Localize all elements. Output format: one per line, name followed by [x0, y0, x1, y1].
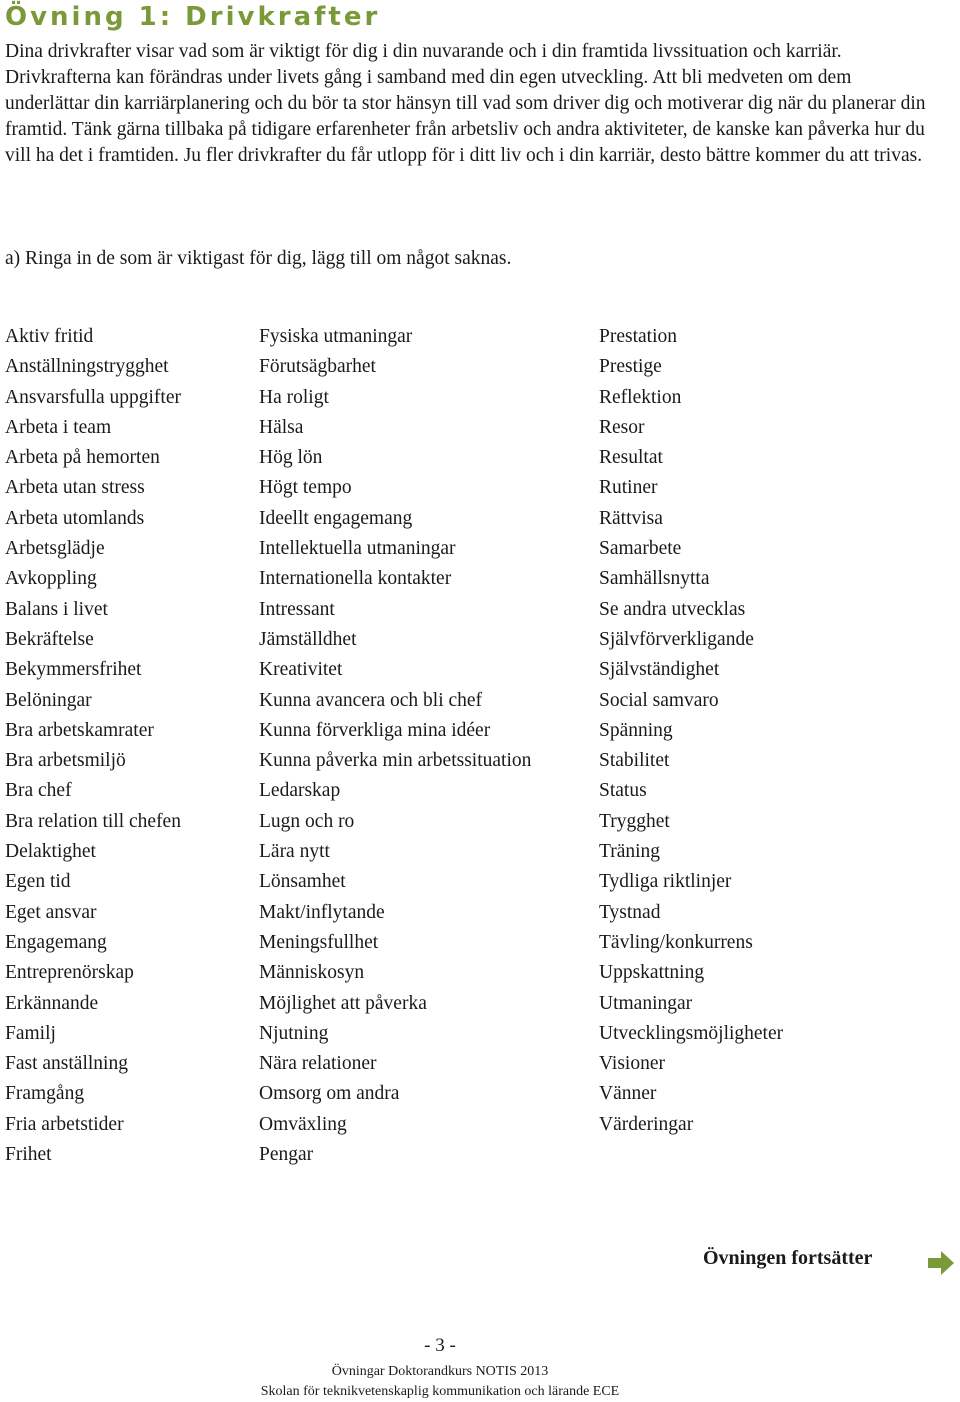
list-item: Reflektion	[599, 386, 682, 408]
list-item: Belöningar	[5, 689, 92, 711]
list-item: Möjlighet att påverka	[259, 992, 427, 1014]
list-item: Kreativitet	[259, 659, 343, 681]
list-item: Delaktighet	[5, 841, 96, 863]
list-item: Bekymmersfrihet	[5, 659, 142, 681]
list-item: Resor	[599, 416, 645, 438]
list-item: Aktiv fritid	[5, 326, 94, 347]
intro-paragraph: Dina drivkrafter visar vad som är viktigt för dig i din nuvarande och i din framtida livssituation och karriär. Drivkrafterna kan förändras under livets gång i samband med din egen utveckling. Att bli medveten om dem underlättar din karriärplanering och du bör ta stor hänsyn till vad som driver dig och motiverar dig när du planerar din framtid. Tänk gärna tillbaka på tidigare erfarenheter från arbetsliv och andra aktiviteter, de kanske kan påverka hur du vill ha det i framtiden. Ju fler drivkrafter du får utlopp för i ditt liv och i din karriär, desto bättre kommer du att trivas.	[5, 41, 926, 166]
list-item: Ideellt engagemang	[259, 507, 413, 529]
list-item: Jämställdhet	[259, 628, 357, 650]
list-item: Kunna avancera och bli chef	[259, 689, 483, 711]
list-item: Frihet	[5, 1144, 52, 1166]
list-item: Arbeta utomlands	[5, 507, 145, 529]
list-item: Se andra utvecklas	[599, 598, 746, 620]
list-item: Fast anställning	[5, 1053, 128, 1075]
footer-line-2: Skolan för teknikvetenskaplig kommunikation och lärande ECE	[260, 1384, 620, 1399]
list-item: Trygghet	[599, 810, 670, 832]
list-item: Stabilitet	[599, 750, 670, 772]
list-item: Omväxling	[259, 1113, 347, 1135]
list-item: Egen tid	[5, 871, 71, 893]
list-item: Omsorg om andra	[259, 1083, 400, 1105]
drivkrafter-column-2	[259, 322, 531, 1170]
list-item: Arbeta utan stress	[5, 477, 145, 499]
list-item: Tystnad	[599, 901, 661, 923]
list-item: Intellektuella utmaningar	[259, 538, 456, 560]
list-item: Fria arbetstider	[5, 1113, 124, 1135]
list-item: Meningsfullhet	[259, 931, 379, 953]
list-item: Ha roligt	[259, 386, 329, 408]
list-item: Ledarskap	[259, 780, 341, 802]
list-item: Lönsamhet	[259, 871, 346, 893]
page-number: - 3 -	[424, 1335, 456, 1356]
list-item: Kunna påverka min arbetssituation	[259, 750, 532, 772]
list-item: Entreprenörskap	[5, 962, 134, 984]
list-item: Fysiska utmaningar	[259, 326, 413, 347]
list-item: Status	[599, 780, 647, 802]
list-item: Lugn och ro	[259, 810, 355, 832]
list-item: Förutsägbarhet	[259, 356, 376, 378]
list-item: Prestige	[599, 356, 662, 378]
list-item: Utmaningar	[599, 992, 693, 1014]
drivkrafter-column-3	[599, 322, 783, 1140]
right-arrow-icon	[928, 1251, 954, 1275]
list-item: Vänner	[599, 1083, 657, 1105]
list-item: Framgång	[5, 1083, 85, 1105]
list-item: Prestation	[599, 326, 677, 347]
list-item: Samhällsnytta	[599, 568, 710, 590]
list-item: Spänning	[599, 719, 673, 741]
list-item: Träning	[599, 841, 661, 863]
footer-line-1: Övningar Doktorandkurs NOTIS 2013	[331, 1364, 549, 1379]
list-item: Anställningstrygghet	[5, 356, 169, 378]
list-item: Visioner	[599, 1053, 665, 1075]
list-item: Människosyn	[259, 962, 365, 984]
list-item: Intressant	[259, 598, 335, 620]
list-item: Social samvaro	[599, 689, 719, 711]
list-item: Njutning	[259, 1022, 329, 1044]
list-item: Bra relation till chefen	[5, 810, 181, 832]
list-item: Eget ansvar	[5, 901, 97, 923]
list-item: Avkoppling	[5, 568, 97, 590]
list-item: Makt/inflytande	[259, 901, 385, 923]
list-item: Ansvarsfulla uppgifter	[5, 386, 181, 408]
list-item: Högt tempo	[259, 477, 352, 499]
list-item: Erkännande	[5, 992, 99, 1014]
list-item: Rättvisa	[599, 507, 663, 529]
list-item: Arbeta på hemorten	[5, 447, 160, 469]
list-item: Nära relationer	[259, 1053, 377, 1075]
list-item: Rutiner	[599, 477, 658, 499]
list-item: Självförverkligande	[599, 628, 754, 650]
list-item: Engagemang	[5, 931, 107, 953]
list-item: Bekräftelse	[5, 628, 94, 650]
list-item: Tydliga riktlinjer	[599, 871, 732, 893]
list-item: Arbeta i team	[5, 416, 112, 438]
list-item: Samarbete	[599, 538, 682, 560]
list-item: Familj	[5, 1022, 56, 1044]
list-item: Lära nytt	[259, 841, 330, 863]
list-item: Internationella kontakter	[259, 568, 452, 590]
list-item: Tävling/konkurrens	[599, 931, 753, 953]
list-item: Kunna förverkliga mina idéer	[259, 719, 491, 741]
list-item: Hälsa	[259, 416, 304, 438]
list-item: Bra arbetsmiljö	[5, 750, 126, 772]
list-item: Resultat	[599, 447, 663, 469]
list-item: Värderingar	[599, 1113, 694, 1135]
list-item: Arbetsglädje	[5, 538, 105, 560]
list-item: Bra arbetskamrater	[5, 719, 154, 741]
list-item: Uppskattning	[599, 962, 705, 984]
instruction-text: a) Ringa in de som är viktigast för dig, lägg till om något saknas.	[5, 248, 512, 269]
continue-label: Övningen fortsätter	[703, 1247, 873, 1269]
list-item: Utvecklingsmöjligheter	[599, 1022, 784, 1044]
page-title: Övning 1: Drivkrafter	[5, 2, 381, 32]
list-item: Pengar	[259, 1144, 314, 1166]
drivkrafter-column-1	[5, 322, 181, 1170]
list-item: Bra chef	[5, 780, 72, 802]
list-item: Balans i livet	[5, 598, 108, 620]
list-item: Självständighet	[599, 659, 720, 681]
list-item: Hög lön	[259, 447, 323, 469]
